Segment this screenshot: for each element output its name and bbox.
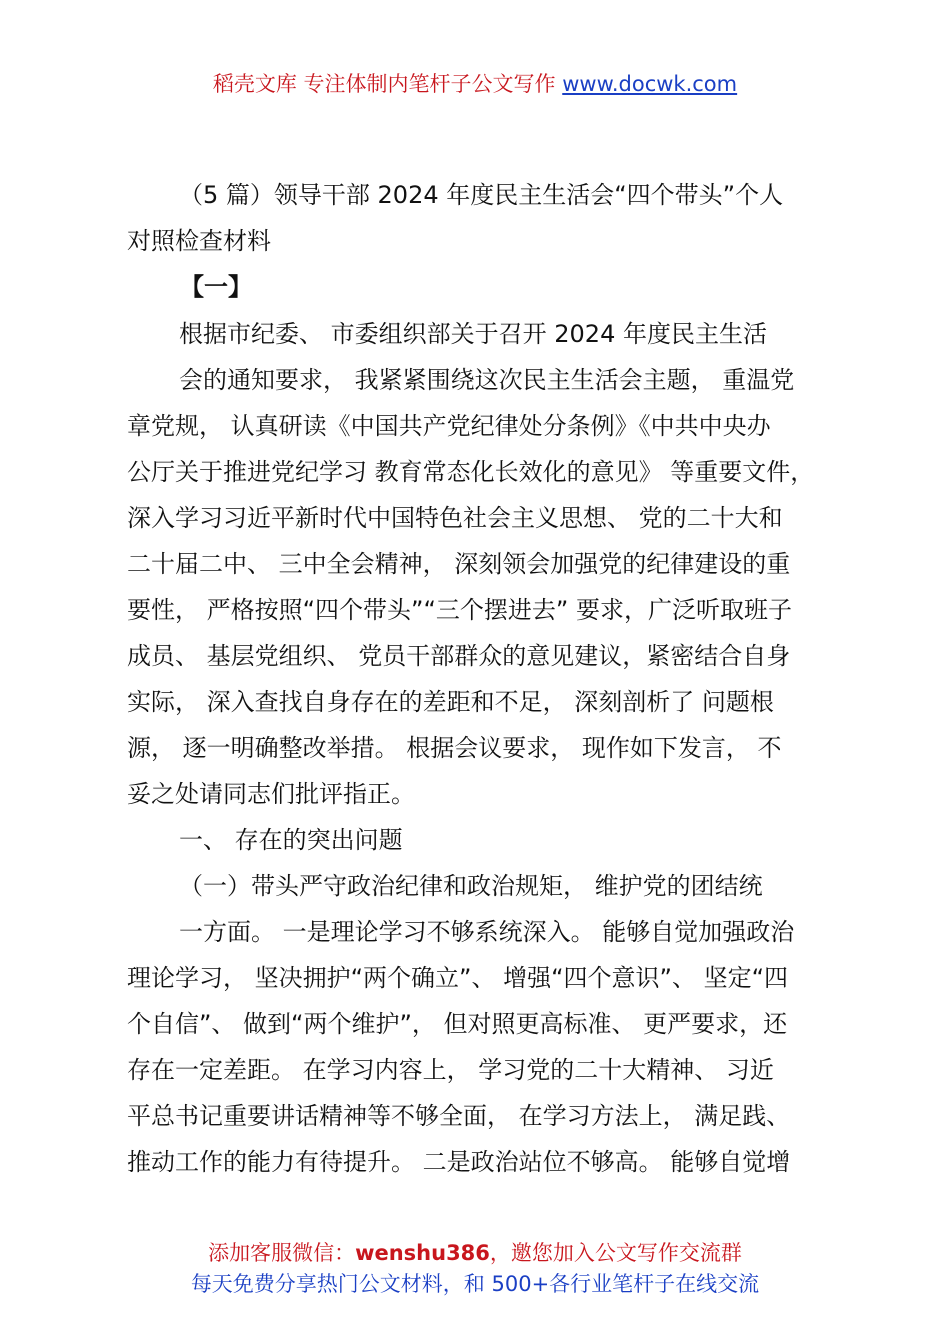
body-line: 个自信”、 做到“两个维护”， 但对照更高标准、 更严要求，还 (127, 1010, 788, 1038)
body-line: 深入学习习近平新时代中国特色社会主义思想、 党的二十大和 (127, 504, 783, 532)
body-line: 理论学习， 坚决拥护“两个确立”、 增强“四个意识”、 坚定“四 (127, 964, 789, 992)
body-line: 推动工作的能力有待提升。 二是政治站位不够高。 能够自觉增 (127, 1148, 791, 1176)
title-line-1: （5 篇）领导干部 2024 年度民主生活会“四个带头”个人 (179, 181, 784, 209)
section-marker: 【一】 (180, 273, 252, 301)
site-header (0, 68, 950, 100)
body-line: 公厅关于推进党纪学习 教育常态化长效化的意见》 等重要文件， (127, 458, 815, 486)
body-line: 一方面。 一是理论学习不够系统深入。 能够自觉加强政治 (179, 918, 795, 946)
body-line: 存在一定差距。 在学习内容上， 学习党的二十大精神、 习近 (127, 1056, 774, 1084)
title-line-2: 对照检查材料 (127, 227, 271, 255)
body-line: 二十届二中、 三中全会精神， 深刻领会加强党的纪律建设的重 (127, 550, 791, 578)
body-line: 根据市纪委、 市委组织部关于召开 2024 年度民主生活 (179, 320, 767, 348)
body-line: 要性， 严格按照“四个带头”“三个摆进去” 要求，广泛听取班子 (127, 596, 792, 624)
body-line: 实际， 深入查找自身存在的差距和不足， 深刻剖析了 问题根 (127, 688, 774, 716)
footer-wechat-prefix: 添加客服微信： (208, 1241, 356, 1265)
footer-share-line: 每天免费分享热门公文材料，和 500+各行业笔杆子在线交流 (190, 1272, 760, 1296)
body-line: 章党规， 认真研读《中国共产党纪律处分条例》《中共中央办 (127, 412, 771, 440)
body-line: 源， 逐一明确整改举措。 根据会议要求， 现作如下发言， 不 (127, 734, 782, 762)
footer-wechat-line (0, 1238, 950, 1269)
site-brand: 稻壳文库 专注体制内笔杆子公文写作 (212, 72, 556, 96)
site-url-link[interactable]: www.docwk.com (562, 72, 738, 96)
body-line: 平总书记重要讲话精神等不够全面， 在学习方法上， 满足践、 (127, 1102, 791, 1130)
body-line: 会的通知要求， 我紧紧围绕这次民主生活会主题， 重温党 (179, 366, 795, 394)
document-body (127, 311, 887, 1185)
subheading-one: （一）带头严守政治纪律和政治规矩， 维护党的团结统 (179, 872, 763, 900)
footer-wechat-suffix: ，邀您加入公文写作交流群 (489, 1241, 742, 1265)
footer-wechat-id: wenshu386 (355, 1241, 490, 1265)
body-line: 成员、 基层党组织、 党员干部群众的意见建议，紧密结合自身 (127, 642, 791, 670)
promo-footer (0, 1238, 950, 1300)
body-line: 妥之处请同志们批评指正。 (127, 780, 415, 808)
heading-existing-problems: 一、 存在的突出问题 (179, 826, 403, 854)
document-title (127, 172, 827, 264)
